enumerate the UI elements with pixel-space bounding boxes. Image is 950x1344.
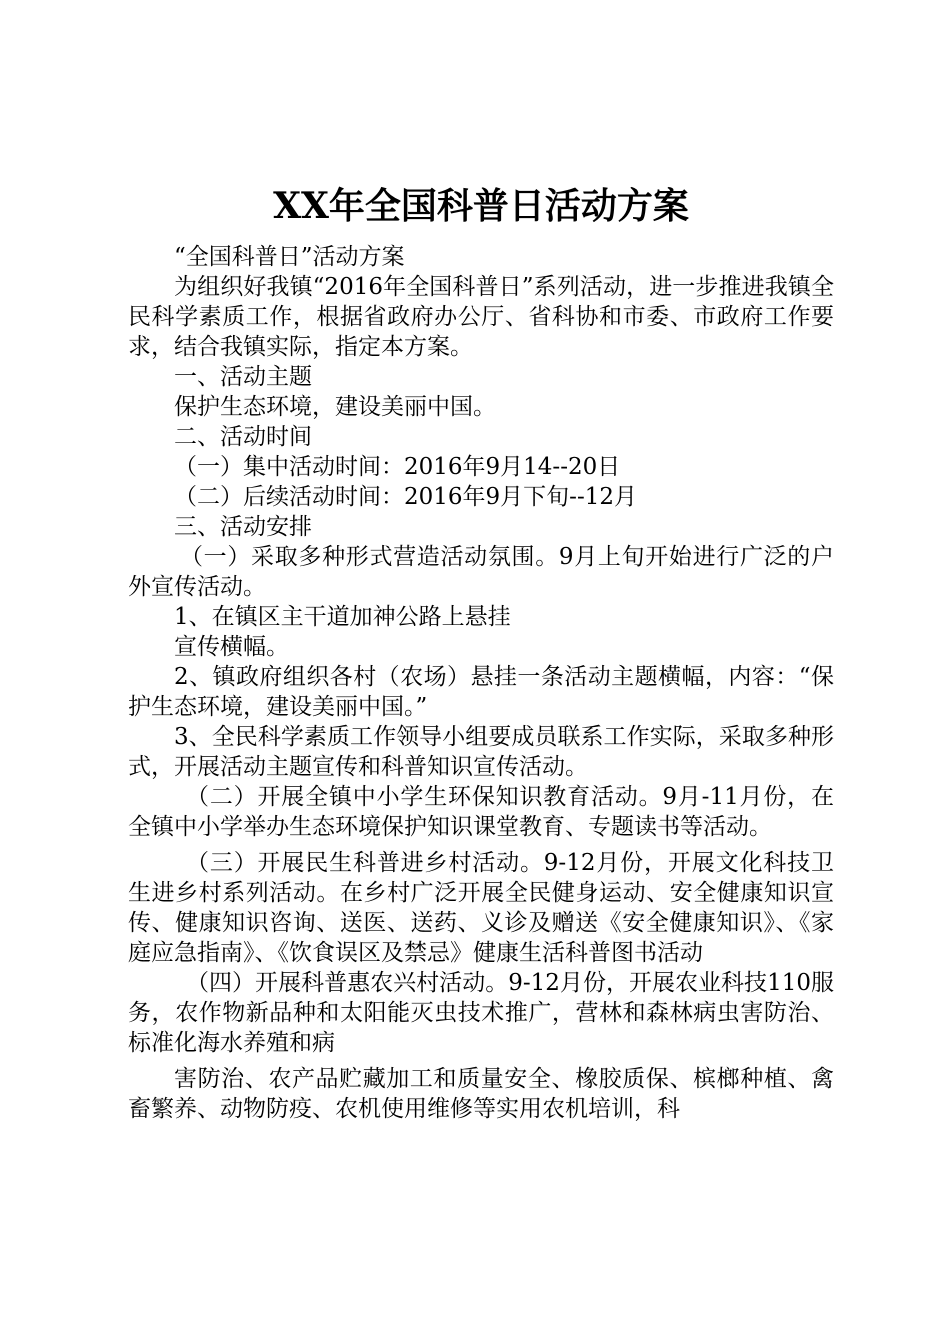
paragraph-arrangement-2: （二）开展全镇中小学生环保知识教育活动。9月-11月份，在全镇中小学举办生态环境保护知识课堂教育、专题读书等活动。 bbox=[128, 784, 834, 840]
paragraph-arrangement-1: （一）采取多种形式营造活动氛围。9月上旬开始进行广泛的户外宣传活动。 bbox=[128, 544, 834, 600]
paragraph-time-2: （二）后续活动时间：2016年9月下旬--12月 bbox=[174, 484, 637, 510]
heading-arrangement: 三、活动安排 bbox=[174, 514, 312, 540]
paragraph-arrangement-3: （三）开展民生科普进乡村活动。9-12月份，开展文化科技卫生进乡村系列活动。在乡村广泛开展全民健身运动、安全健康知识宣传、健康知识咨询、送医、送药、义诊及赠送《安全健康知识》、《家庭应急指南》、《饮食误区及禁忌》健康生活科普图书活动 bbox=[128, 850, 834, 966]
paragraph-arrangement-4-cont: 害防治、农产品贮藏加工和质量安全、橡胶质保、槟榔种植、禽畜繁养、动物防疫、农机使用维修等实用农机培训，科 bbox=[128, 1066, 834, 1122]
paragraph-item-1: 1、在镇区主干道加神公路上悬挂 bbox=[174, 604, 511, 630]
paragraph-intro: 为组织好我镇“2016年全国科普日”系列活动，进一步推进我镇全民科学素质工作，根据省政府办公厅、省科协和市委、市政府工作要求，结合我镇实际，指定本方案。 bbox=[128, 274, 834, 360]
paragraph-theme: 保护生态环境，建设美丽中国。 bbox=[174, 394, 496, 420]
heading-theme: 一、活动主题 bbox=[174, 364, 312, 390]
paragraph-item-1-cont: 宣传横幅。 bbox=[174, 634, 289, 660]
paragraph-subtitle: “全国科普日”活动方案 bbox=[174, 244, 405, 270]
paragraph-time-1: （一）集中活动时间：2016年9月14--20日 bbox=[174, 454, 621, 480]
paragraph-item-2: 2、镇政府组织各村（农场）悬挂一条活动主题横幅，内容：“保护生态环境，建设美丽中国。” bbox=[128, 664, 834, 720]
document-page bbox=[128, 180, 834, 1124]
heading-time: 二、活动时间 bbox=[174, 424, 312, 450]
document-title: XX年全国科普日活动方案 bbox=[273, 185, 689, 227]
paragraph-arrangement-4: （四）开展科普惠农兴村活动。9-12月份，开展农业科技110服务，农作物新品种和太阳能灭虫技术推广，营林和森林病虫害防治、标准化海水养殖和病 bbox=[128, 970, 834, 1056]
paragraph-item-3: 3、全民科学素质工作领导小组要成员联系工作实际，采取多种形式，开展活动主题宣传和科普知识宣传活动。 bbox=[128, 724, 834, 780]
